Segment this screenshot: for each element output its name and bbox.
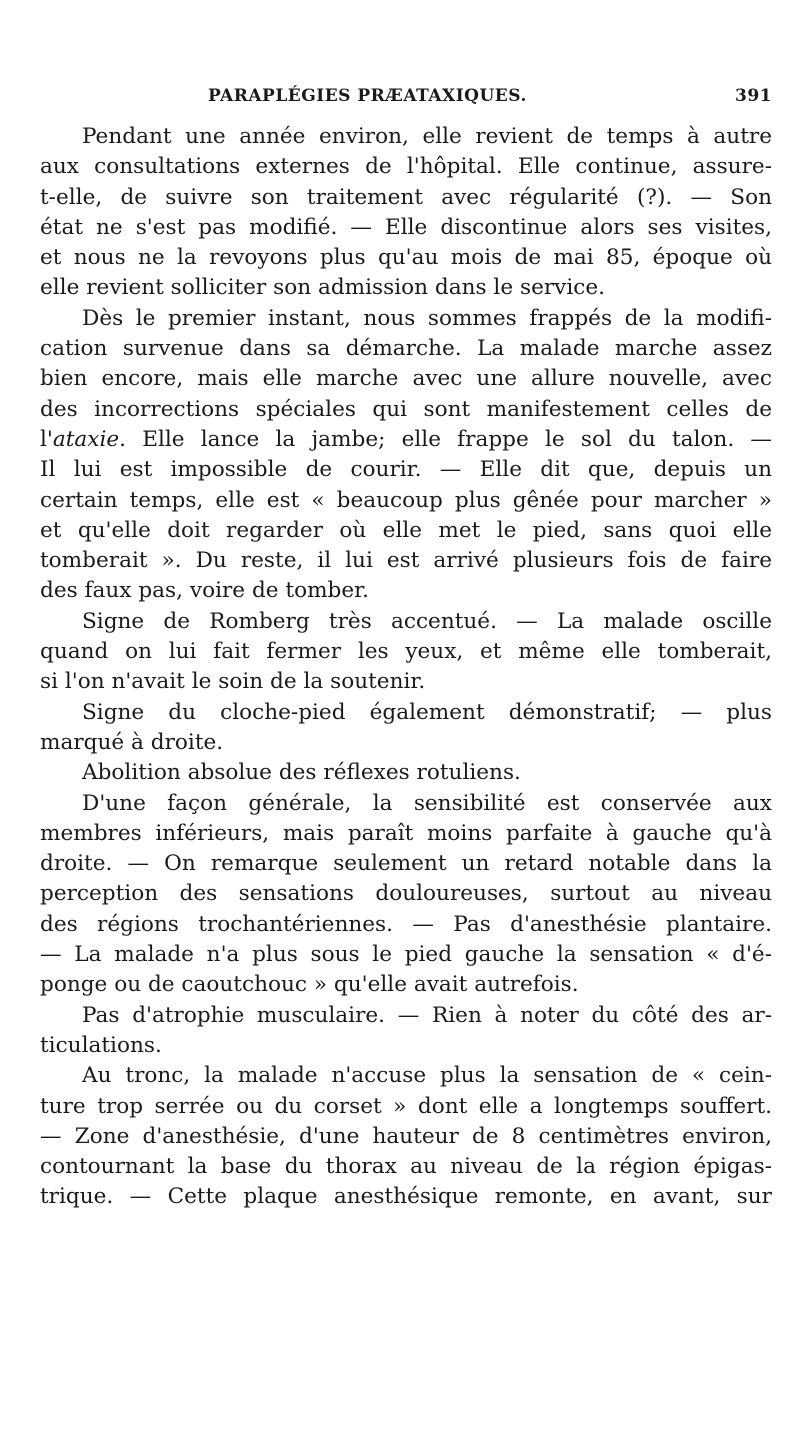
text-line: Abolition absolue des réflexes rotuliens.: [82, 760, 521, 786]
text-line: Il lui est impossible de courir. — Elle dit que, depuis un: [40, 457, 772, 483]
text-line: droite. — On remarque seulement un retard notable dans la: [40, 851, 772, 877]
text-line: Dès le premier instant, nous sommes frappés de la modifi-: [82, 305, 772, 331]
text-line: contournant la base du thorax au niveau de la région épigas-: [40, 1154, 772, 1180]
text-line: D'une façon générale, la sensibilité est conservée aux: [82, 790, 772, 816]
text-line: t-elle, de suivre son traitement avec régularité (?). — Son: [40, 184, 772, 210]
text-line: — La malade n'a plus sous le pied gauche la sensation « d'é-: [40, 942, 772, 968]
text-line: état ne s'est pas modifié. — Elle discontinue alors ses visites,: [40, 214, 772, 240]
text-line: trique. — Cette plaque anesthésique remonte, en avant, sur: [40, 1184, 772, 1210]
text-line: Pas d'atrophie musculaire. — Rien à noter du côté des ar-: [82, 1002, 772, 1028]
text-line: cation survenue dans sa démarche. La malade marche assez: [40, 336, 772, 362]
text-line: certain temps, elle est « beaucoup plus gênée pour marcher »: [40, 487, 772, 513]
text-line: Pendant une année environ, elle revient de temps à autre: [82, 124, 772, 149]
text-line: marqué à droite.: [40, 729, 224, 755]
text-line: perception des sensations douloureuses, surtout au niveau: [40, 881, 772, 907]
text-line: des régions trochantériennes. — Pas d'anesthésie plantaire.: [40, 911, 772, 937]
body-text: [40, 122, 772, 1213]
text-line: ponge ou de caoutchouc » qu'elle avait autrefois.: [40, 972, 579, 998]
text-line: Au tronc, la malade n'accuse plus la sensation de « cein-: [82, 1063, 772, 1089]
page-header: [40, 82, 772, 112]
text-line: bien encore, mais elle marche avec une allure nouvelle, avec: [40, 366, 772, 392]
text-line: quand on lui fait fermer les yeux, et même elle tomberait,: [40, 639, 772, 665]
text-line: ticulations.: [40, 1032, 162, 1058]
text-line: Signe de Romberg très accentué. — La malade oscille: [82, 608, 772, 634]
text-line: et qu'elle doit regarder où elle met le pied, sans quoi elle: [40, 517, 772, 543]
text-line: — Zone d'anesthésie, d'une hauteur de 8 centimètres environ,: [40, 1123, 772, 1149]
text-line: tomberait ». Du reste, il lui est arrivé plusieurs fois de faire: [40, 548, 772, 574]
text-line: ture trop serrée ou du corset » dont elle a longtemps souffert.: [40, 1093, 772, 1119]
text-line: des incorrections spéciales qui sont manifestement celles de: [40, 396, 772, 422]
page-number: 391: [735, 86, 772, 106]
text-line: membres inférieurs, mais paraît moins parfaite à gauche qu'à: [40, 820, 772, 846]
text-line: des faux pas, voire de tomber.: [40, 578, 369, 604]
text-line: si l'on n'avait le soin de la soutenir.: [40, 669, 426, 695]
running-title: PARAPLÉGIES PRÆATAXIQUES.: [208, 86, 527, 106]
text-line-ataxie: l'ataxie. Elle lance la jambe; elle frappe le sol du talon. —: [40, 426, 772, 452]
text-line: Signe du cloche-pied également démonstratif; — plus: [82, 699, 772, 725]
italic-term: ataxie: [52, 426, 120, 452]
text-line: aux consultations externes de l'hôpital. Elle continue, assure-: [40, 154, 772, 180]
text-line: et nous ne la revoyons plus qu'au mois de mai 85, époque où: [40, 245, 772, 271]
text-line: elle revient solliciter son admission dans le service.: [40, 275, 606, 301]
